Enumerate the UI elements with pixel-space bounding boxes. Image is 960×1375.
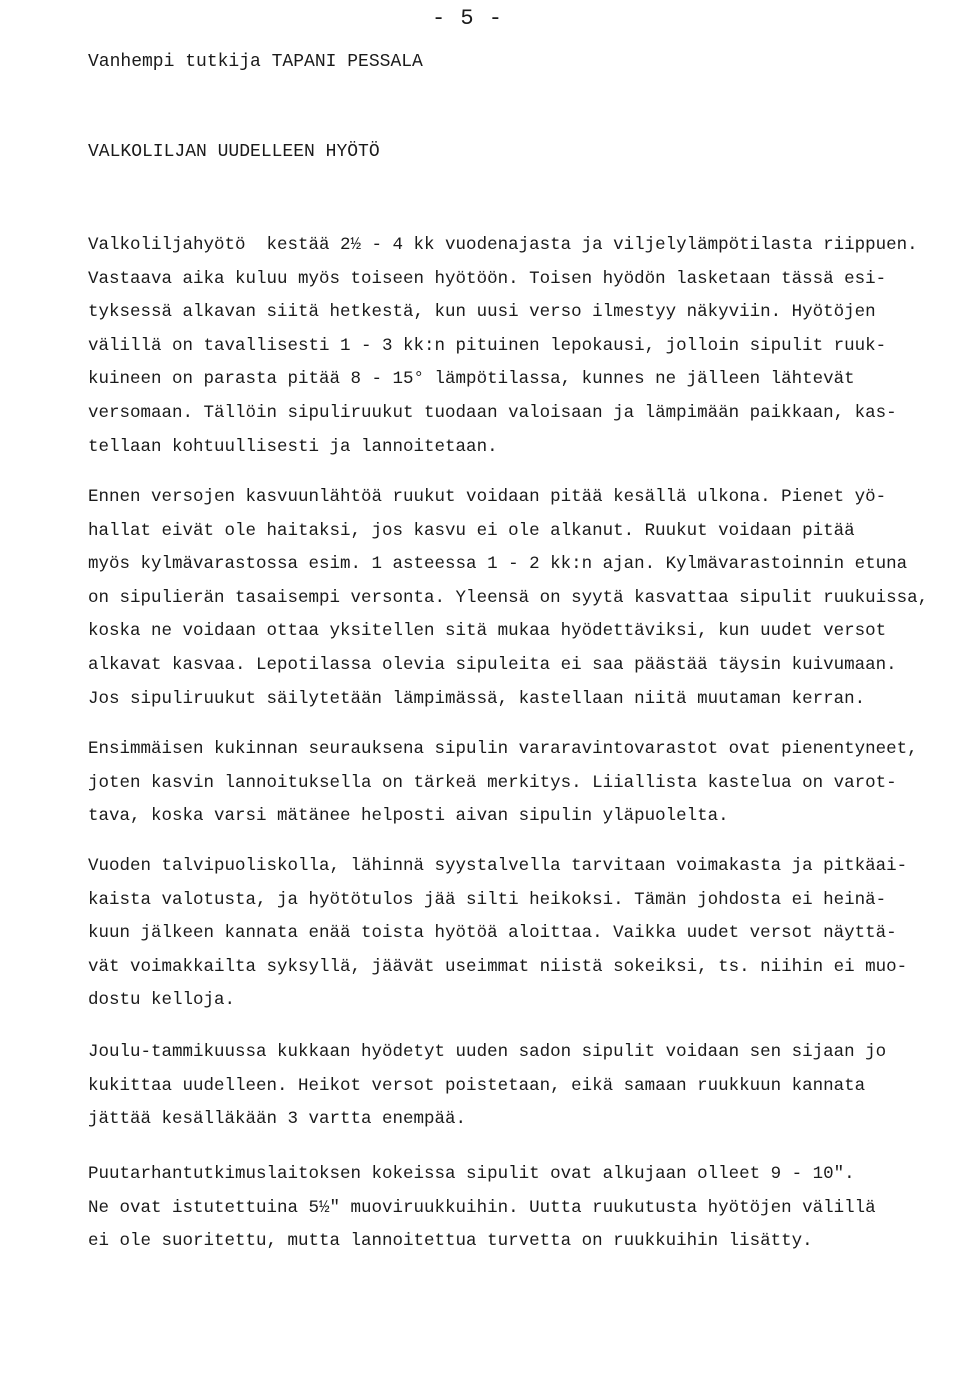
paragraph-1 (88, 229, 953, 464)
article-title: VALKOLILJAN UUDELLEEN HYÖTÖ (88, 142, 380, 162)
text-line: Ennen versojen kasvuunlähtöä ruukut voidaan pitää kesällä ulkona. Pienet yö- (88, 487, 887, 507)
text-line: kukittaa uudelleen. Heikot versot poistetaan, eikä samaan ruukkuun kannata (88, 1075, 866, 1096)
author-line: Vanhempi tutkija TAPANI PESSALA (88, 52, 423, 72)
text-line: ei ole suoritettu, mutta lannoitettua turvetta on ruukkuihin lisätty. (88, 1231, 813, 1252)
text-line: Vuoden talvipuoliskolla, lähinnä syystalvella tarvitaan voimakasta ja pitkäai- (88, 856, 908, 876)
text-line: Puutarhantutkimuslaitoksen kokeissa sipulit ovat alkujaan olleet 9 - 10". (88, 1164, 855, 1184)
text-line: dostu kelloja. (88, 990, 236, 1011)
text-line: tellaan kohtuullisesti ja lannoitetaan. (88, 436, 498, 457)
text-line: Ne ovat istutettuina 5½" muoviruukkuihin. Uutta ruukutusta hyötöjen välillä (88, 1197, 876, 1218)
text-line: vät voimakkailta syksyllä, jäävät useimmat niistä sokeiksi, ts. niihin ei muo- (88, 956, 908, 977)
text-line: on sipulierän tasaisempi versonta. Yleensä on syytä kasvattaa sipulit ruukuissa, (88, 587, 929, 608)
text-line: tava, koska varsi mätänee helposti aivan sipulin yläpuolelta. (88, 806, 729, 827)
text-line: hallat eivät ole haitaksi, jos kasvu ei ole alkanut. Ruukut voidaan pitää (88, 520, 855, 541)
text-line: myös kylmävarastossa esim. 1 asteessa 1 - 2 kk:n ajan. Kylmävarastoinnin etuna (88, 554, 908, 575)
text-line: Jos sipuliruukut säilytetään lämpimässä, kastellaan niitä muutaman kerran. (88, 688, 866, 709)
paragraph-5 (88, 1036, 953, 1137)
text-line: Joulu-tammikuussa kukkaan hyödetyt uuden sadon sipulit voidaan sen sijaan jo (88, 1042, 887, 1062)
text-line: alkavat kasvaa. Lepotilassa olevia sipuleita ei saa päästää täysin kuivumaan. (88, 654, 897, 675)
text-line: versomaan. Tällöin sipuliruukut tuodaan valoisaan ja lämpimään paikkaan, kas- (88, 402, 897, 423)
text-line: kaista valotusta, ja hyötötulos jää silti heikoksi. Tämän johdosta ei heinä- (88, 889, 887, 910)
text-line: välillä on tavallisesti 1 - 3 kk:n pituinen lepokausi, jolloin sipulit ruuk- (88, 335, 887, 356)
text-line: Valkoliljahyötö kestää 2½ - 4 kk vuodenajasta ja viljelylämpötilasta riippuen. (88, 235, 918, 255)
text-line: Ensimmäisen kukinnan seurauksena sipulin vararavintovarastot ovat pienentyneet, (88, 739, 918, 759)
text-line: kuun jälkeen kannata enää toista hyötöä aloittaa. Vaikka uudet versot näyttä- (88, 923, 897, 944)
paragraph-4 (88, 850, 953, 1018)
paragraph-3 (88, 733, 953, 834)
text-line: koska ne voidaan ottaa yksitellen sitä mukaa hyödettäviksi, kun uudet versot (88, 621, 887, 642)
text-line: Vastaava aika kuluu myös toiseen hyötöön. Toisen hyödön lasketaan tässä esi- (88, 268, 887, 289)
paragraph-6 (88, 1158, 953, 1259)
paragraph-2 (88, 481, 953, 716)
text-line: jättää kesälläkään 3 vartta enempää. (88, 1109, 467, 1130)
text-line: joten kasvin lannoituksella on tärkeä merkitys. Liiallista kastelua on varot- (88, 772, 897, 793)
page-number: - 5 - (432, 6, 504, 31)
text-line: tyksessä alkavan siitä hetkestä, kun uusi verso ilmestyy näkyviin. Hyötöjen (88, 302, 876, 323)
text-line: kuineen on parasta pitää 8 - 15° lämpötilassa, kunnes ne jälleen lähtevät (88, 369, 855, 390)
